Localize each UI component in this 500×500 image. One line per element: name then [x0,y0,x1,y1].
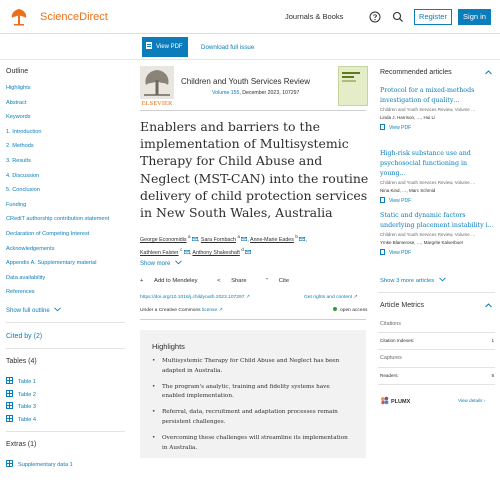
outline-heading: Outline [6,68,29,75]
cited-by-link[interactable]: Cited by (2) [6,333,43,340]
affiliation-sup[interactable]: d [241,246,244,252]
table-link-2[interactable] [6,390,36,398]
citation-indexes-row [380,338,494,343]
view-pdf-label: View PDF [389,250,412,256]
recommended-article-3 [380,211,494,256]
show-more-authors-link[interactable] [140,260,182,267]
divider [378,384,495,385]
chevron-up-icon[interactable] [485,302,492,309]
table-link-label: Table 4 [18,417,37,423]
share-button[interactable] [217,278,255,284]
outline-item[interactable]: References [6,289,35,296]
recommended-article-source: Children and Youth Services Review, Volume … [380,232,476,237]
chevron-down-icon [54,307,61,312]
supplementary-data-link[interactable] [6,460,73,468]
table-icon [6,402,13,409]
recommended-article-1 [380,86,494,131]
outline-item[interactable]: Funding [6,201,27,208]
plus-icon: + [140,278,145,284]
outline-item[interactable]: 5. Conclusion [6,187,40,194]
license-statement [140,307,223,313]
show-full-outline-link[interactable] [6,307,61,314]
highlights-box [140,330,366,458]
quote-icon: ” [266,278,270,284]
readers-row [380,373,494,378]
author-link[interactable]: Kathleen Falster [140,249,179,256]
journal-volume[interactable] [212,90,299,96]
pdf-icon [146,42,152,49]
table-link-label: Table 2 [18,392,37,398]
captures-heading: Captures [380,355,402,361]
author-link[interactable]: Anne-Marie Eades [250,236,294,243]
table-link-4[interactable] [6,415,36,423]
outline-panel [6,68,130,303]
table-link-3[interactable] [6,402,36,410]
supplementary-data-label: Supplementary data 1 [18,462,73,468]
divider [378,349,495,350]
rights-label: Get rights and content [304,295,353,300]
author-list: George Economidis $^a$ , Sara Fornbach $^a$ , Anne-Marie Eades $^b$ , Kathleen Falster $^c$ , Anthony Shakeshaft $^d$ [140,234,307,256]
mail-icon[interactable] [192,237,198,241]
citation-indexes-value: 1 [491,338,494,343]
affiliation-sup[interactable]: a [188,234,191,239]
highlight-item: • Referral, data, recruitment and adaptation processes remain persistent challenges. [152,408,354,428]
elsevier-logo-icon[interactable] [8,7,30,27]
add-to-mendeley-button[interactable] [140,278,207,284]
affiliation-sup[interactable]: c [180,246,183,252]
recommended-article-authors: Ymke Blamerose, …, Margrite Kalverboer [380,240,464,245]
view-details-link[interactable] [458,398,485,403]
file-icon [6,460,13,467]
recommended-article-title[interactable]: High-risk substance use and psychosocial functioning in young… [380,150,471,177]
outline-item[interactable]: Acknowledgements [6,245,55,252]
open-access-dot-icon [333,307,337,311]
citations-heading: Citations [380,321,401,327]
journals-books-link[interactable]: Journals & Books [285,12,344,21]
register-button[interactable]: Register [414,9,452,25]
journal-cover-image[interactable] [338,66,368,106]
recommended-article-authors: Linda J. Harrison, …, Hui Li [380,115,436,120]
plumx-logo[interactable] [380,396,410,405]
readers-label: Readers: [380,373,399,378]
outline-item[interactable]: Abstract [6,99,27,106]
recommended-article-source: Children and Youth Services Review, Volume … [380,107,476,112]
divider [6,431,125,432]
top-header [0,0,500,34]
table-icon [6,377,13,384]
mail-icon[interactable] [299,237,305,241]
journal-header [140,66,368,108]
share-label: Share [231,278,247,284]
affiliation-sup[interactable]: a [237,234,240,239]
external-link-icon: ↗ [245,295,250,300]
doi-label: https://doi.org/10.1016/j.childyouth.2023.107297 [140,295,245,300]
mail-icon[interactable] [241,237,247,241]
citation-indexes-label: Citation Indexes: [380,338,415,343]
brand-name[interactable]: ScienceDirect [40,11,108,23]
outline-item[interactable]: Data availability [6,274,46,281]
show-more-articles-link[interactable] [380,277,446,284]
download-issue-link[interactable]: Download full issue [201,44,255,51]
show-more-label: Show more [140,261,171,267]
table-icon [6,415,13,422]
plumx-icon [380,396,389,405]
chevron-down-icon [175,260,182,265]
article-metrics-heading: Article Metrics [380,302,424,309]
mail-icon[interactable] [245,250,251,254]
view-pdf-label: View PDF [389,198,412,204]
highlights-list [152,357,354,453]
table-link-label: Table 3 [18,404,37,410]
tables-heading: Tables (4) [6,358,37,365]
outline-item[interactable]: Keywords [6,114,31,121]
affiliation-sup[interactable]: b [295,234,298,239]
chevron-right-icon: › [483,398,486,403]
outline-item[interactable]: Appendix A. Supplementary material [6,260,97,267]
recommended-article-source: Children and Youth Services Review, Volume … [380,180,476,185]
extras-heading: Extras (1) [6,441,37,448]
outline-item[interactable]: 2. Methods [6,143,34,150]
plumx-label: PLUMX [391,399,411,405]
pdf-icon [380,249,385,255]
recommended-article-title[interactable]: Static and dynamic factors underlying placement instability i… [380,212,494,229]
pdf-icon [380,197,385,203]
elsevier-tree-logo-icon[interactable] [140,66,174,106]
author-link[interactable]: George Economidis [140,236,187,243]
article-title: Enablers and barriers to the implementation of Multisystemic Therapy for Child Abuse and Neglect (MST-CAN) into the routine delivery of child protection services in New South Wales, Australia [140,119,369,221]
outline-item[interactable]: 1. Introduction [6,128,42,135]
chevron-down-icon [439,277,446,282]
readers-value: 8 [491,373,494,378]
recommended-article-2 [380,149,494,204]
journal-issue-date: , December 2023, 107297 [239,90,300,96]
view-details-label: View details [458,398,483,403]
license-link[interactable]: license [201,308,218,313]
doi-link[interactable] [140,294,250,300]
author-link[interactable]: Sara Fornbach [200,236,236,243]
divider [378,332,495,333]
open-access-badge [333,307,367,313]
rights-content-link[interactable] [304,294,358,300]
pdf-icon [380,124,385,130]
show-full-outline-label: Show full outline [6,308,50,314]
outline-item[interactable]: 3. Results [6,157,31,164]
mail-icon[interactable] [184,250,190,254]
author-link[interactable]: Anthony Shakeshaft [192,249,240,256]
divider [378,292,495,293]
recommended-view-pdf-link[interactable] [380,249,494,256]
license-prefix: Under a Creative Commons [140,308,201,313]
highlight-item: • The program's analytic, training and fidelity systems have enabled implementation. [152,383,354,403]
divider [6,322,125,323]
recommended-heading: Recommended articles [380,69,452,76]
cite-button[interactable] [266,278,298,284]
share-icon: < [217,278,223,284]
divider [140,319,366,320]
outline-item[interactable]: 4. Discussion [6,172,40,179]
divider [378,367,495,368]
help-icon[interactable] [369,11,381,23]
divider [140,110,366,111]
show-more-articles-label: Show 3 more articles [380,278,435,284]
recommended-view-pdf-link[interactable] [380,124,494,131]
article-actions [140,278,307,284]
view-pdf-label: View PDF [389,125,412,131]
highlight-item: • Multisystemic Therapy for Child Abuse and Neglect has been adapted in Australia. [152,357,354,377]
view-pdf-button[interactable] [142,37,188,57]
search-icon[interactable] [392,11,404,23]
article-toolbar [0,34,500,60]
highlight-item: • Overcoming these challenges will streamline its implementation in Australia. [152,434,354,454]
table-link-label: Table 1 [18,379,37,385]
cite-label: Cite [278,278,290,284]
chevron-up-icon[interactable] [485,69,492,76]
outline-item[interactable]: Declaration of Competing Interest [6,230,90,237]
journal-name[interactable]: Children and Youth Services Review [181,77,310,86]
journal-volume-link[interactable]: Volume 155 [212,90,240,96]
divider [6,348,125,349]
table-link-1[interactable] [6,377,36,385]
recommended-view-pdf-link[interactable] [380,197,494,204]
outline-item[interactable]: CRediT authorship contribution statement [6,216,110,223]
table-icon [6,390,13,397]
view-pdf-label: View PDF [156,44,183,50]
recommended-article-authors: Nina Kind, …, Marc Schmid [380,188,436,193]
sign-in-button[interactable]: Sign in [458,9,491,25]
external-link-icon: ↗ [218,308,223,313]
outline-item[interactable]: Highlights [6,85,31,91]
publisher-logo-label: ELSEVIER [141,100,173,106]
highlights-heading: Highlights [152,342,185,351]
external-link-icon: ↗ [353,295,358,300]
add-to-mendeley-label: Add to Mendeley [154,278,198,284]
recommended-article-title[interactable]: Protocol for a mixed-methods investigation of quality… [380,87,475,104]
open-access-label: open access [340,308,368,313]
